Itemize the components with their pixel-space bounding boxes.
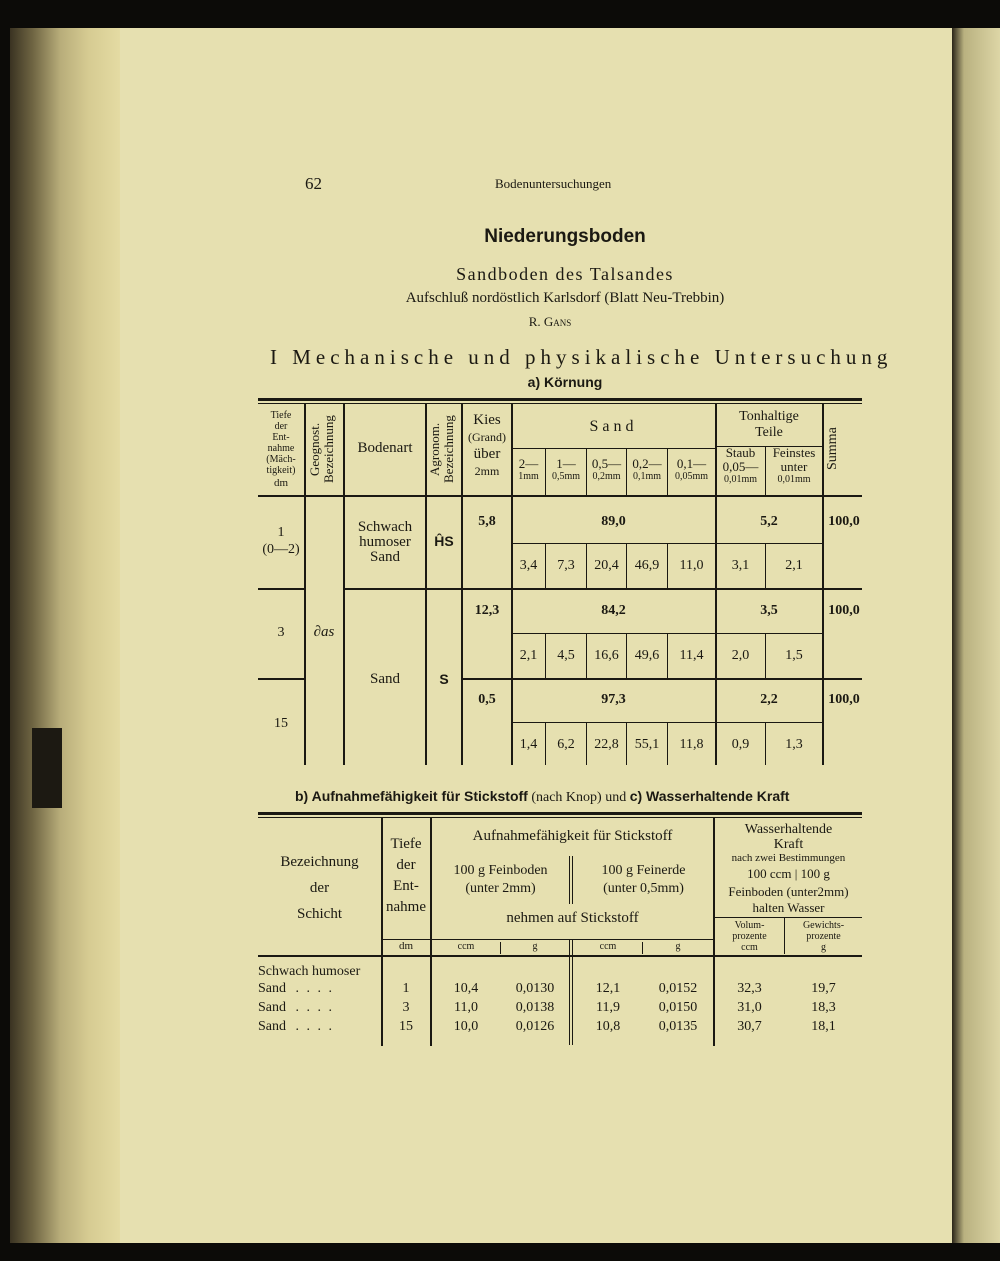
table1-header-rule [258, 495, 862, 497]
t1-row3-sand-total: 97,3 [601, 692, 626, 707]
t1-row3-sand-part: 6,2 [557, 737, 575, 752]
t1-row2-depth: 3 [277, 625, 285, 640]
t1-geognost-header: Geognost. Bezeichnung [307, 415, 336, 483]
t2-split [572, 856, 573, 904]
t2-wasser-rule [715, 917, 862, 918]
t2-unit-rule [432, 939, 713, 940]
t2-row1-label: Sand . . . . [258, 981, 334, 996]
t2-split [569, 856, 570, 904]
t2-row2-value: 0,0138 [515, 1000, 555, 1015]
section1-heading: I Mechanische und physikalische Untersuchung [270, 345, 893, 369]
t2-row1-value: 12,1 [595, 981, 621, 996]
t1-sand-col-5: 0,1— 0,05mm [674, 456, 709, 482]
t1-row3-sand-part: 55,1 [634, 737, 660, 752]
location-line: Aufschluß nordöstlich Karlsdorf (Blatt Neu-Trebbin) [405, 290, 725, 306]
t1-row3-ton-total: 2,2 [760, 692, 778, 707]
t1-row-rule [344, 588, 425, 590]
t1-row-subrule [512, 543, 715, 544]
page-number: 62 [305, 174, 322, 193]
t1-row1-sand-part: 7,3 [557, 558, 575, 573]
t1-ton-col-1: Staub 0,05— 0,01mm [722, 445, 759, 485]
t1-row1-depth: 1 (0—2) [262, 525, 300, 557]
t2-row3-value: 10,0 [453, 1019, 479, 1034]
t1-row-rule [426, 588, 461, 590]
t2-row3-value: 10,8 [595, 1019, 621, 1034]
t2-stickstoff-header: Aufnahmefähigkeit für Stickstoff [472, 828, 673, 844]
t2-row1-value: 19,7 [811, 981, 836, 996]
t1-row2-sand-part: 11,4 [679, 648, 704, 663]
t1-row-rule [258, 678, 304, 680]
t1-geognost-value: ∂as [313, 624, 335, 640]
t1-bodenart-header: Bodenart [357, 440, 413, 456]
t2-unit-ccm-1: ccm [457, 941, 475, 952]
t1-row-rule [462, 588, 862, 590]
t2-row1-value: 10,4 [453, 981, 479, 996]
t1-row2-ton-part: 2,0 [731, 648, 750, 663]
t2-wasser-feinboden: Feinboden (unter2mm) [728, 884, 849, 899]
section2-heading: b) Aufnahmefähigkeit für Stickstoff (nach Knop) und c) Wasserhaltende Kraft [295, 788, 790, 805]
t2-row3-value: 0,0135 [658, 1019, 698, 1034]
book-edge [10, 28, 122, 1243]
t2-gewicht-header: Gewichts- prozente g [802, 920, 845, 953]
t1-row-rule [462, 678, 862, 680]
t1-kies-header: Kies (Grand) über 2mm [468, 412, 506, 478]
t1-agronom-header: Agronom. Bezeichnung [427, 415, 456, 483]
t1-summa-header: Summa [825, 427, 840, 471]
t2-tiefe-unit: dm [398, 940, 414, 952]
t2-row3-label: Sand . . . . [258, 1019, 334, 1034]
t2-wasser-halten: halten Wasser [752, 900, 825, 915]
t1-row3-depth: 15 [274, 716, 288, 731]
t1-bodenart-sand: Sand [370, 671, 400, 687]
t1-sand-col-1: 2— 1mm [518, 456, 539, 482]
t1-depth-header: Tiefe der Ent- nahme (Mäch- tigkeit) dm [266, 410, 296, 489]
section1-subheading: a) Körnung [527, 374, 603, 390]
t1-row2-sand-part: 2,1 [519, 648, 538, 663]
t1-sand-subrule [512, 448, 715, 449]
t2-row1-value: 32,3 [737, 981, 762, 996]
t2-row2-value: 11,0 [454, 1000, 478, 1015]
t1-row1-ton-part: 3,1 [731, 558, 750, 573]
t2-nehmen-header: nehmen auf Stickstoff [506, 910, 639, 926]
t2-feinboden-header: 100 g Feinboden (unter 2mm) [453, 863, 548, 896]
t1-row1-sand-part: 46,9 [634, 558, 660, 573]
t2-volum-header: Volum- prozente ccm [732, 920, 767, 953]
t1-row-subrule [716, 543, 822, 544]
t1-row1-ton-total: 5,2 [760, 514, 778, 529]
t1-row1-sand-part: 11,0 [679, 558, 704, 573]
t1-agronom-s: S [439, 671, 449, 687]
t1-row2-sand-part: 16,6 [594, 648, 619, 663]
t2-row2-value: 18,3 [811, 1000, 836, 1015]
t1-row3-sand-part: 1,4 [519, 737, 538, 752]
t1-vline [304, 403, 306, 765]
t2-row3-value: 0,0126 [515, 1019, 555, 1034]
t1-ton-header: Tonhaltige Teile [739, 409, 799, 440]
t1-row2-sand-part: 4,5 [557, 648, 575, 663]
t2-wasser-note: nach zwei Bestimmungen [731, 852, 846, 864]
t1-row3-kies: 0,5 [478, 692, 496, 707]
table2-header-rule [258, 955, 862, 957]
t2-row1-depth: 1 [402, 981, 410, 996]
t2-row1-value: 0,0130 [515, 981, 555, 996]
t2-row3-value: 18,1 [811, 1019, 836, 1034]
running-title: Bodenuntersuchungen [495, 176, 612, 191]
t1-sand-header: Sand [589, 418, 638, 435]
t1-vline [343, 403, 345, 765]
subtitle: Sandboden des Talsandes [456, 264, 674, 284]
t1-row1-kies: 5,8 [478, 514, 496, 529]
t1-sand-col-2: 1— 0,5mm [551, 456, 581, 482]
t2-row2-label: Sand . . . . [258, 1000, 334, 1015]
t1-row1-sand-part: 3,4 [519, 558, 538, 573]
t2-split [569, 940, 570, 1045]
facing-page-edge [952, 28, 1000, 1243]
t1-row3-sand-part: 22,8 [594, 737, 619, 752]
t2-wasser-header: Wasserhaltende Kraft [744, 822, 833, 852]
t2-row2-value: 11,9 [596, 1000, 620, 1015]
page-clip [32, 728, 62, 808]
t1-row3-ton-part: 1,3 [785, 737, 803, 752]
page [120, 28, 952, 1243]
t1-row2-summa: 100,0 [828, 603, 860, 618]
t1-row3-summa: 100,0 [828, 692, 860, 707]
table1-top-rule-2 [258, 403, 862, 404]
t2-unit-g-2: g [675, 941, 681, 952]
t1-row2-sand-part: 49,6 [634, 648, 660, 663]
t2-feinerde-header: 100 g Feinerde (unter 0,5mm) [601, 863, 686, 896]
t1-row-rule [258, 588, 304, 590]
t2-split [572, 940, 573, 1045]
t1-row1-summa: 100,0 [828, 514, 860, 529]
t1-row2-sand-total: 84,2 [601, 603, 626, 618]
t1-row1-sand-total: 89,0 [601, 514, 626, 529]
t2-row3-value: 30,7 [737, 1019, 762, 1034]
t2-unit-g-1: g [532, 941, 538, 952]
author: R. Gans [528, 314, 572, 329]
t2-row2-depth: 3 [402, 1000, 410, 1015]
t1-vline [822, 403, 824, 765]
table1-top-rule [258, 398, 862, 401]
t2-row1-value: 0,0152 [658, 981, 698, 996]
t1-row2-kies: 12,3 [474, 603, 500, 618]
t1-row1-sand-part: 20,4 [594, 558, 619, 573]
t2-row2-value: 0,0150 [658, 1000, 698, 1015]
t1-row3-sand-part: 11,8 [679, 737, 704, 752]
t2-row1-label-pre: Schwach humoser [258, 964, 361, 979]
t1-row2-ton-part: 1,5 [785, 648, 803, 663]
t1-sand-col-4: 0,2— 0,1mm [632, 456, 662, 482]
t2-bezeichnung-header: Bezeichnung der Schicht [280, 854, 359, 922]
t1-row1-bodenart: Schwach humoser Sand [357, 519, 413, 565]
t2-unit-ccm-2: ccm [599, 941, 617, 952]
table2-top-rule-2 [258, 817, 862, 818]
t1-row1-agronom: ĤS [434, 533, 454, 549]
t1-row1-ton-part: 2,1 [785, 558, 803, 573]
t1-ton-col-2: Feinstes unter 0,01mm [772, 445, 816, 485]
t2-row2-value: 31,0 [737, 1000, 762, 1015]
main-title: Niederungsboden [484, 226, 646, 247]
t2-tiefe-header: Tiefe der Ent- nahme [386, 836, 426, 915]
t1-row3-ton-part: 0,9 [731, 737, 750, 752]
t1-row2-ton-total: 3,5 [760, 603, 778, 618]
table2-top-rule [258, 812, 862, 815]
t1-sand-col-3: 0,5— 0,2mm [591, 456, 622, 482]
t2-row3-depth: 15 [399, 1019, 413, 1034]
t2-wasser-amounts: 100 ccm | 100 g [747, 866, 830, 881]
